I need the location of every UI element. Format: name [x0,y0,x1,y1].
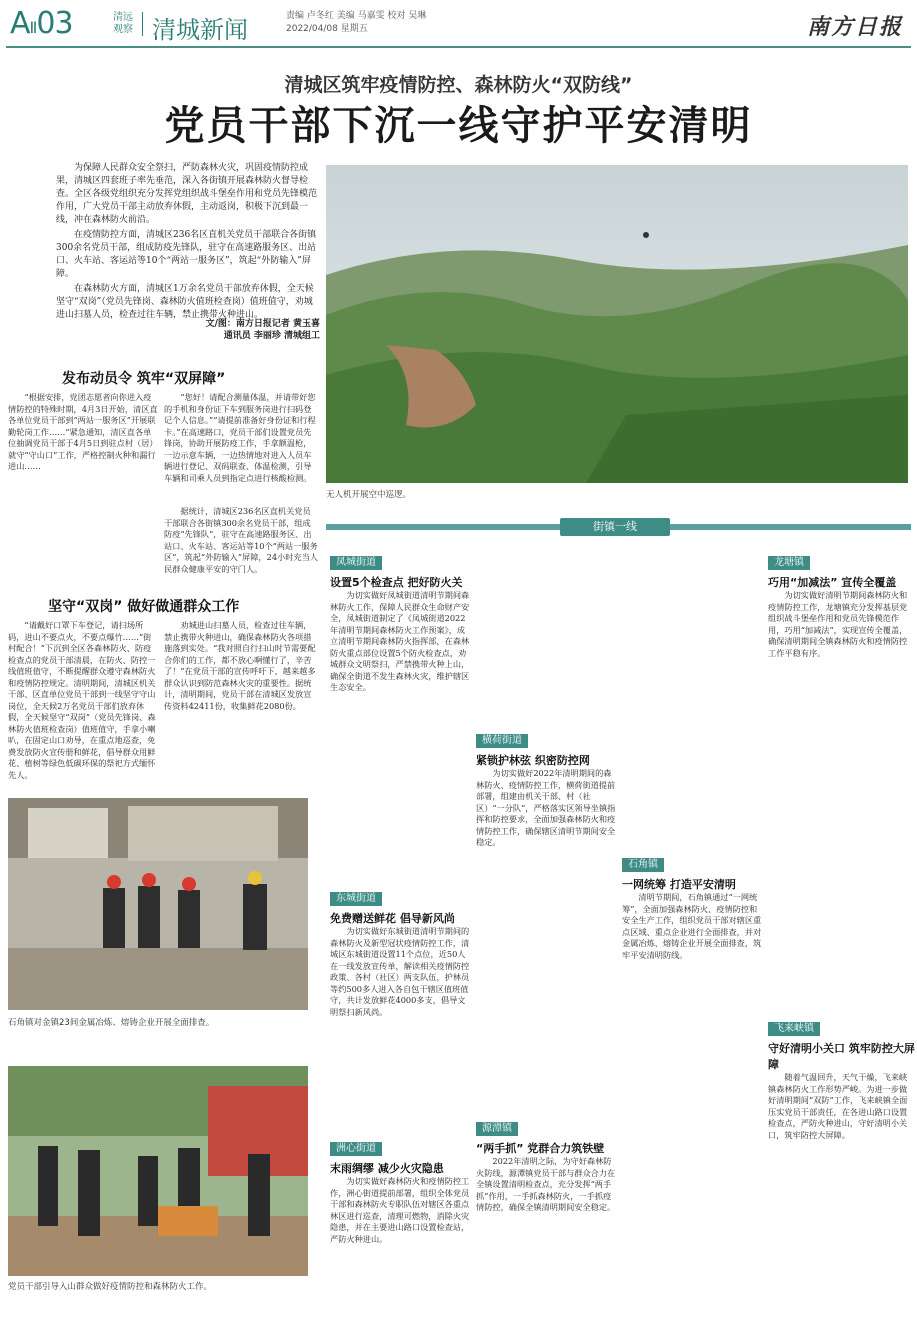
street-item-body: 随着气温回升，天气干燥，飞来峡镇森林防火工作形势严峻。为进一步做好清明期间“双防”工作，飞来峡镇全面压实党员干部责任，在各进山路口设置检查点，严防火种进山，守好清明小关口，筑牢防控大屏障。 [768,1072,908,1140]
factory-illustration [8,798,308,1010]
lead-paragraph: 为保障人民群众安全祭扫，严防森林火灾，巩固疫情防控成果，清城区四套班子率先垂范，深入各街镇开展森林防火督导检查。全区各级党组织充分发挥党组织战斗堡垒作用和党员先锋模范作用，广大党员干部主动放弃休假，主动返岗，积极下沉到最一线，冲在森林防火前沿。 [56,163,318,225]
section-mini-label: 清远观察 [113,12,143,36]
street-item-title: 设置5个检查点 把好防火关 [330,576,463,589]
street-tag: 石角镇 [622,858,664,872]
street-item-body: 2022年清明之际，为守好森林防火防线，源潭镇党员干部与群众合力在全镇设置清明检查点，充分发挥“两手抓”作用，一手抓森林防火，一手抓疫情防控，确保全镇清明期间安全稳定。 [476,1156,616,1212]
photo-drone-forest [326,165,908,483]
street-tag: 飞来峡镇 [768,1022,820,1036]
street-item-body: 为切实做好2022年清明期间的森林防火、疫情防控工作，横荷街道提前部署，组建由机关干部、村（社区）“一分队”，严格落实区领导坐镇指挥和防控要求，全面加强森林防火和疫情防控工作，确保辖区清明节期间安全稳定。 [476,768,616,847]
street-item-title: 紧锁护林弦 织密防控网 [476,754,590,767]
street-tag: 源潭镇 [476,1122,518,1136]
street-item-body: 为切实做好东城街道清明节期间的森林防火及新型冠状疫情防控工作，清城区东城街道设置11个点位，近50人在一线发放宣传单，解读相关疫情防控政策、各村（社区）两支队伍，护林员等约500多人进入各自包干辖区值班值守，共计发放鲜花4000多支，倡导文明祭扫新风尚。 [330,926,470,1017]
photo-caption: 石角镇对金镇23间金属冶炼、熔铸企业开展全面排查。 [8,1018,215,1028]
street-tag: 凤城街道 [330,556,382,570]
drone-icon [643,232,649,238]
street-item-body: 为切实做好森林防火和疫情防控工作，洲心街道提前部署，组织全体党员干部和森林防火专职队伍对辖区各重点林区进行巡查，清理可燃物，消除火灾隐患，并在主要进山路口设置检查站，严防火种进山。 [330,1176,470,1244]
byline-contributors: 通讯员 李丽珍 清城组工 [223,331,320,341]
body-column: 据统计，清城区236名区直机关党员干部联合各街镇300余名党员干部，组成防疫“先锋队”，驻守在高速路服务区、出站口、火车站、客运站等10个“两站一服务区”，筑起“外防输入”屏障，24小时充当人民群众健康平安的守门人。 [164,506,318,574]
street-item-title: 守好清明小关口 筑牢防控大屏障 [768,1042,915,1071]
date-line: 2022/04/08 星期五 [286,24,368,34]
street-item-title: “两手抓” 党群合力筑铁壁 [476,1142,605,1155]
photo-caption: 无人机开展空中巡逻。 [326,490,412,500]
body-column: “请戴好口罩下车登记，请扫场所码，进山不要点火，不要点爆竹……”街村配合！”下沉到全区各森林防火、防疫检查点的党员干部清晨，在防火、防控一线值班值守，不断提醒群众遵守森林防火和疫情防控规定。清明期间，清城区机关干部、区直单位党员干部到一线坚守守山岗位，全天候2万名党员干部们放弃休假，全天候坚守“双岗”（党员先锋岗、森林防火值班检查岗）值班值守，手拿小喇叭，在固定山口劝导，在重点地巡查，免费发放防火宣传册和鲜花，倡导群众用鲜花、植树等绿色低碳环保的祭祀方式缅怀先人。 [8,620,156,780]
street-item-title: 巧用“加减法” 宣传全覆盖 [768,576,897,589]
body-column: “您好！请配合测量体温，并请带好您的手机和身份证下车到服务岗进行扫码登记个人信息。”“请提前准备好身份证和行程卡。”在高速路口，党员干部们设置党员先锋岗，协助开展防疫工作，手拿额温枪，一边示意车辆，一边热情地对进入人员车辆进行登记、双码联查、体温检测，引导车辆和司乘人员到指定点进行核酸检测。 [164,392,316,483]
street-tag: 洲心街道 [330,1142,382,1156]
kicker: 清城区筑牢疫情防控、森林防火“双防线” [284,74,633,96]
street-item-body: 为切实做好清明节期间森林防火和疫情防控工作，龙塘镇充分发挥基层党组织战斗堡垒作用和党员先锋模范作用，巧用“加减法”，实现宣传全覆盖，确保清明期间全镇森林防火和疫情防控工作平稳有序。 [768,590,908,658]
byline-author: 文/图：南方日报记者 黄玉喜 [205,319,320,329]
section-name: 清城新闻 [152,16,248,44]
village-illustration [8,1066,308,1276]
page-number: AⅡ03 [10,6,73,41]
street-tag: 东城街道 [330,892,382,906]
street-item-body: 为切实做好凤城街道清明节期间森林防火工作，保障人民群众生命财产安全，凤城街道制定了《凤城街道2022年清明节期间森林防火工作预案》，成立清明节期间森林防火指挥部，在森林防火重点部位设置5个防火检查点，劝城群众文明祭扫，严禁携带火种上山，确保全街道不发生森林火灾，维护辖区生态安全。 [330,590,470,692]
street-tag: 横荷街道 [476,734,528,748]
byline [180,318,320,342]
body-column: “根据安排，党团志愿者向你进入疫情防控的特殊时期，4月3日开始，清区直各单位党员干部到“两站一服务区”开展联勤轮岗工作……”紧急通知，清区直各单位抽调党员干部于4月5日到驻点村（居）就守“守山口”工作，严格控制火种和漏行进山…… [8,392,158,471]
photo-rural-guidance [8,1066,308,1276]
masthead [6,4,911,48]
newspaper-logo: 南方日报 [806,14,903,40]
street-item-title: 一网统筹 打造平安清明 [622,878,736,891]
lead-paragraph: 在森林防火方面，清城区1万余名党员干部放弃休假，全天候坚守“双岗”（党员先锋岗、森林防火值班检查岗）值班值守，劝城进山扫墓人员，检查过往车辆，禁止携带火种进山。 [56,284,314,320]
credits [286,10,426,36]
headline: 党员干部下沉一线守护平安清明 [164,102,753,149]
section-heading: 坚守“双岗” 做好做通群众工作 [48,599,240,615]
section-heading: 发布动员令 筑牢“双屏障” [62,371,226,387]
photo-caption: 党员干部引导入山群众做好疫情防控和森林防火工作。 [8,1282,213,1292]
street-section-title: 街镇一线 [560,518,670,536]
credits-line: 责编 卢冬红 美编 马嘉雯 校对 吴琳 [286,11,427,21]
street-item-title: 末雨绸缪 减少火灾隐患 [330,1162,444,1175]
street-tag: 龙塘镇 [768,556,810,570]
lead-paragraphs [56,162,318,324]
photo-factory-inspection [8,798,308,1010]
lead-paragraph: 在疫情防控方面，清城区236名区直机关党员干部联合各街镇300余名党员干部，组成防疫先锋队，驻守在高速路服务区、出站口、火车站、客运站等10个“两站一服务区”，筑起“外防输入”屏障。 [56,230,317,279]
street-item-body: 清明节期间，石角镇通过“一网统筹”，全面加强森林防火、疫情防控和安全生产工作，组织党员干部对辖区重点区域、重点企业进行全面排查，并对金属冶炼、熔铸企业开展全面排查，筑牢平安清明防线。 [622,892,762,960]
street-item-title: 免费赠送鲜花 倡导新风尚 [330,912,455,925]
forest-illustration [326,165,908,483]
body-column: 劝城进山扫墓人员，检查过往车辆，禁止携带火种进山，确保森林防火各项措施落到实处。“我对照自行扫山时节需要配合你们的工作，都不放心啊懂行了，辛苦了！”在党员干部的宣传呼吁下，越来越多群众认识到防范森林火灾的重要性。据统计，清明期间，党员干部在清城区发放宣传资料42411份，收集鲜花2080份。 [164,620,316,711]
